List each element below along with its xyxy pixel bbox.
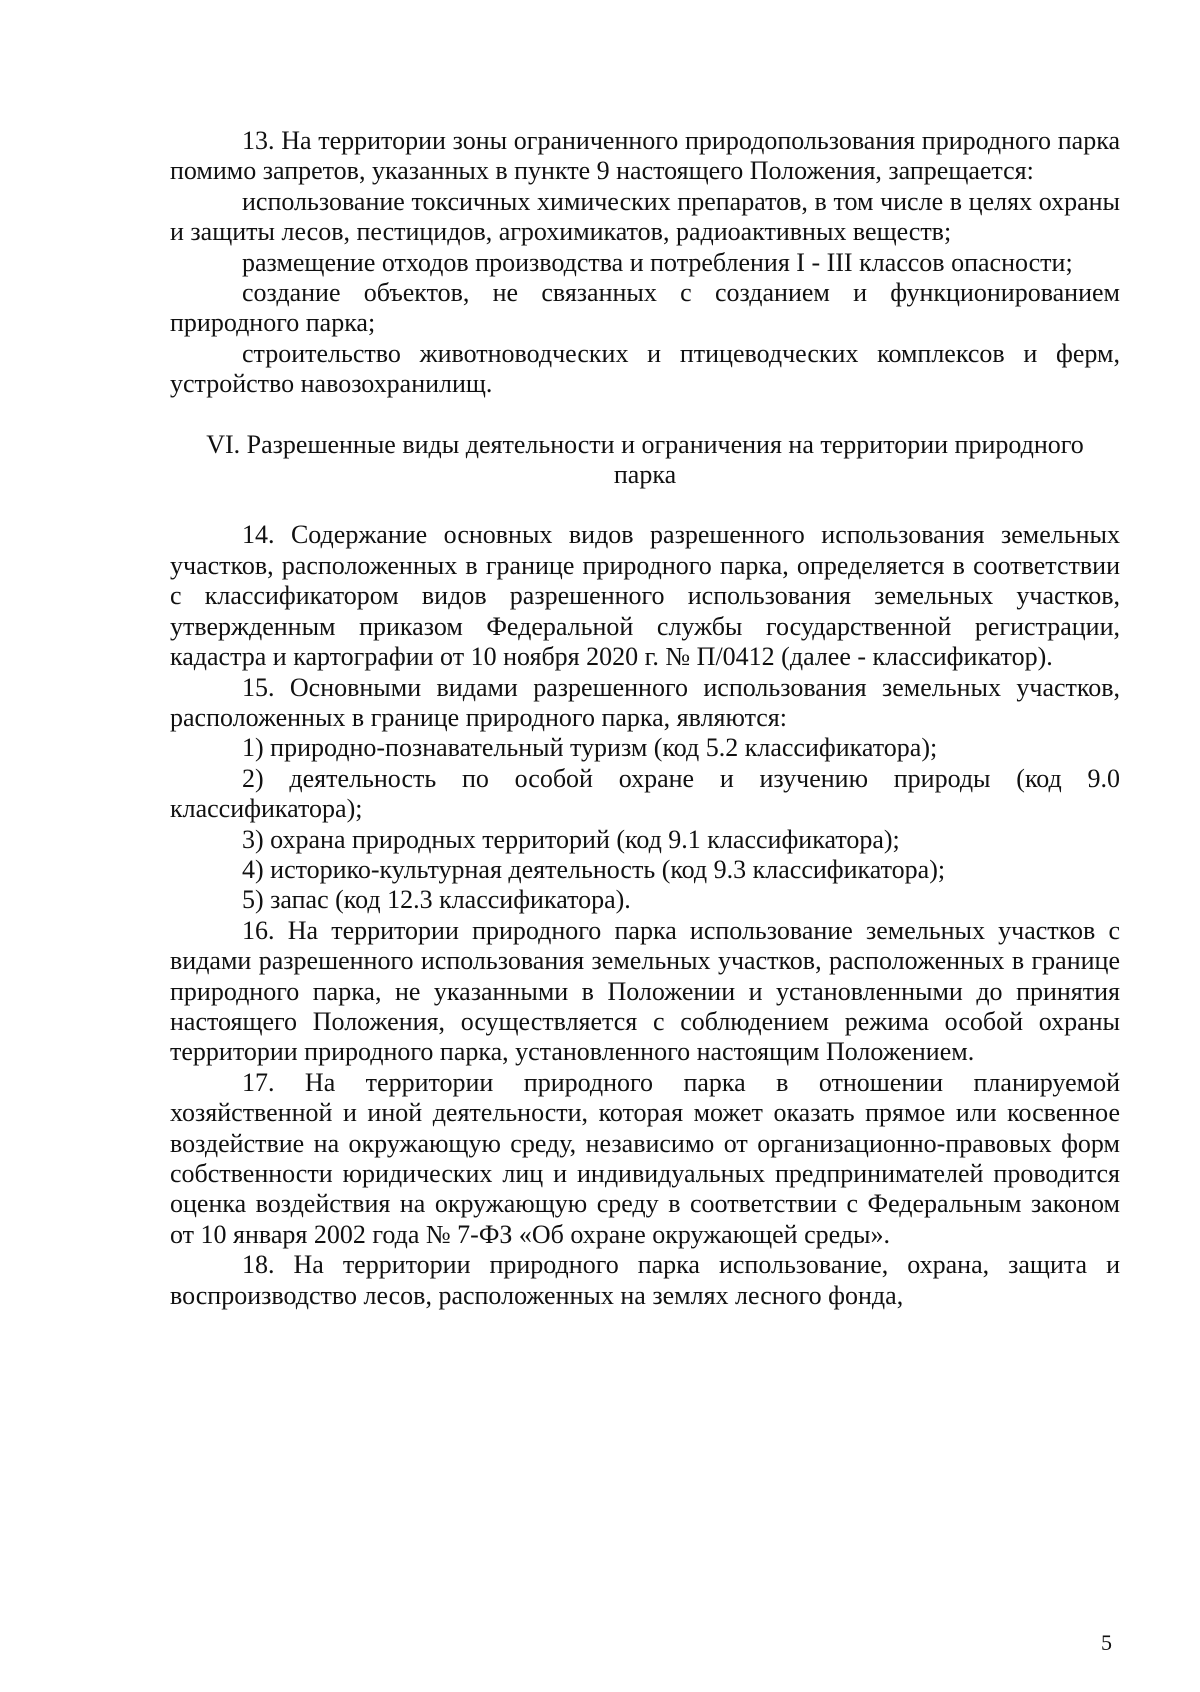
clause-13-item-2: размещение отходов производства и потребления I - III классов опасности; xyxy=(242,247,1073,277)
clause-13-item-4: строительство животноводческих и птицеводческих комплексов и ферм, устройство навозохранилищ. xyxy=(170,338,1120,399)
clause-15-intro: 15. Основными видами разрешенного использования земельных участков, расположенных в границе природного парка, являются: xyxy=(170,672,1120,732)
clause-13-item-3: создание объектов, не связанных с созданием и функционированием природного парка; xyxy=(170,278,1120,338)
clause-13-intro: 13. На территории зоны ограниченного природопользования природного парка помимо запретов, указанных в пункте 9 настоящего Положения, запрещается: xyxy=(170,126,1120,186)
section-heading: VI. Разрешенные виды деятельности и ограничения на территории природного парка xyxy=(206,429,1084,490)
page-number: 5 xyxy=(1101,1630,1112,1655)
document-page xyxy=(170,126,1120,1311)
clause-15-item-3: 3) охрана природных территорий (код 9.1 классификатора); xyxy=(242,824,900,854)
clause-18: 18. На территории природного парка использование, охрана, защита и воспроизводство лесов, расположенных на землях лесного фонда, xyxy=(170,1250,1120,1310)
clause-13-item-1: использование токсичных химических препаратов, в том числе в целях охраны и защиты лесов, пестицидов, агрохимикатов, радиоактивных веществ; xyxy=(170,186,1120,247)
clause-14: 14. Содержание основных видов разрешенного использования земельных участков, расположенных в границе природного парка, определяется в соответствии с классификатором видов разрешенного использования земельных участков, утвержденным приказом Федеральной службы государственной регистрации, кадастра и картографии от 10 ноября 2020 г. № П/0412 (далее - классификатор). xyxy=(170,520,1120,672)
clause-15-item-5: 5) запас (код 12.3 классификатора). xyxy=(242,885,631,915)
clause-16: 16. На территории природного парка использование земельных участков с видами разрешенного использования земельных участков, расположенных в границе природного парка, не указанными в Положении и установленными до принятия настоящего Положения, осуществляется с соблюдением режима особой охраны территории природного парка, установленного настоящим Положением. xyxy=(170,915,1120,1067)
clause-15-item-1: 1) природно-познавательный туризм (код 5.2 классификатора); xyxy=(242,733,938,763)
clause-17: 17. На территории природного парка в отношении планируемой хозяйственной и иной деятельности, которая может оказать прямое или косвенное воздействие на окружающую среду, независимо от организационно-правовых форм собственности юридических лиц и индивидуальных предпринимателей проводится оценка воздействия на окружающую среду в соответствии с Федеральным законом от 10 января 2002 года № 7-ФЗ «Об охране окружающей среды». xyxy=(170,1067,1120,1249)
clause-15-item-2: 2) деятельность по особой охране и изучению природы (код 9.0 классификатора); xyxy=(170,763,1120,824)
clause-15-item-4: 4) историко-культурная деятельность (код 9.3 классификатора); xyxy=(242,854,946,884)
